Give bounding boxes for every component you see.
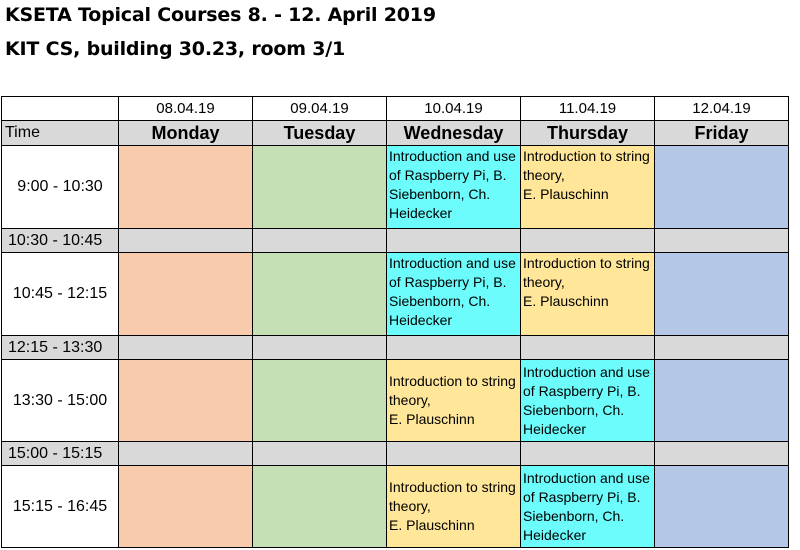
course-line: of Raspberry Pi, B. bbox=[523, 488, 641, 505]
course-string-theory bbox=[387, 466, 521, 548]
break-cell bbox=[387, 442, 521, 466]
course-string-theory bbox=[387, 360, 521, 442]
schedule-table bbox=[1, 96, 789, 548]
course-line: Introduction to string bbox=[389, 479, 516, 495]
course-line: Introduction and use bbox=[389, 148, 516, 164]
monday-cell bbox=[119, 466, 253, 548]
tuesday-cell bbox=[253, 146, 387, 229]
course-line: Introduction to string bbox=[389, 373, 516, 389]
time-break-1: 10:30 - 10:45 bbox=[2, 229, 119, 253]
date-row bbox=[2, 97, 789, 121]
time-break-2: 12:15 - 13:30 bbox=[2, 336, 119, 360]
course-string-theory bbox=[521, 146, 655, 229]
course-raspberry-pi bbox=[521, 360, 655, 442]
tuesday-cell bbox=[253, 360, 387, 442]
break-cell bbox=[655, 229, 789, 253]
break-cell bbox=[521, 229, 655, 253]
day-wednesday: Wednesday bbox=[387, 121, 521, 146]
course-line: Heidecker bbox=[389, 312, 453, 328]
course-line: Introduction to string bbox=[523, 148, 650, 164]
slot-row bbox=[2, 466, 789, 548]
course-line: E. Plauschinn bbox=[523, 186, 609, 202]
break-cell bbox=[521, 336, 655, 360]
time-slot-4: 15:15 - 16:45 bbox=[2, 466, 119, 548]
day-tuesday: Tuesday bbox=[253, 121, 387, 146]
break-row bbox=[2, 336, 789, 360]
course-line: Heidecker bbox=[389, 205, 453, 221]
course-line: of Raspberry Pi, B. bbox=[389, 274, 507, 290]
course-line: of Raspberry Pi, B. bbox=[389, 167, 507, 183]
friday-cell bbox=[655, 253, 789, 336]
time-slot-2: 10:45 - 12:15 bbox=[2, 253, 119, 336]
break-cell bbox=[253, 229, 387, 253]
course-line: Introduction and use bbox=[389, 255, 516, 271]
course-line: E. Plauschinn bbox=[389, 517, 475, 533]
course-line: theory, bbox=[389, 392, 431, 408]
time-header: Time bbox=[2, 121, 119, 146]
date-friday: 12.04.19 bbox=[655, 97, 789, 121]
break-cell bbox=[655, 336, 789, 360]
schedule-title: KSETA Topical Courses 8. - 12. April 2019 bbox=[5, 4, 436, 26]
course-line: Siebenborn, Ch. bbox=[389, 186, 491, 202]
course-line: theory, bbox=[523, 167, 565, 183]
break-row bbox=[2, 442, 789, 466]
course-line: Introduction to string bbox=[523, 255, 650, 271]
slot-row bbox=[2, 253, 789, 336]
day-thursday: Thursday bbox=[521, 121, 655, 146]
date-wednesday: 10.04.19 bbox=[387, 97, 521, 121]
break-cell bbox=[119, 229, 253, 253]
friday-cell bbox=[655, 360, 789, 442]
break-cell bbox=[521, 442, 655, 466]
date-monday: 08.04.19 bbox=[119, 97, 253, 121]
friday-cell bbox=[655, 146, 789, 229]
slot-row bbox=[2, 360, 789, 442]
break-cell bbox=[119, 442, 253, 466]
course-string-theory bbox=[521, 253, 655, 336]
break-cell bbox=[119, 336, 253, 360]
course-raspberry-pi bbox=[521, 466, 655, 548]
course-line: Introduction and use bbox=[523, 469, 650, 486]
time-break-3: 15:00 - 15:15 bbox=[2, 442, 119, 466]
day-monday: Monday bbox=[119, 121, 253, 146]
friday-cell bbox=[655, 466, 789, 548]
break-cell bbox=[655, 442, 789, 466]
tuesday-cell bbox=[253, 253, 387, 336]
course-line: Siebenborn, Ch. bbox=[523, 401, 625, 418]
break-row bbox=[2, 229, 789, 253]
course-line: theory, bbox=[389, 498, 431, 514]
course-line: Heidecker bbox=[523, 526, 587, 543]
monday-cell bbox=[119, 146, 253, 229]
course-line: E. Plauschinn bbox=[389, 411, 475, 427]
tuesday-cell bbox=[253, 466, 387, 548]
break-cell bbox=[387, 336, 521, 360]
course-line: E. Plauschinn bbox=[523, 293, 609, 309]
course-line: Introduction and use bbox=[523, 363, 650, 380]
course-line: of Raspberry Pi, B. bbox=[523, 382, 641, 399]
course-line: Siebenborn, Ch. bbox=[389, 293, 491, 309]
break-cell bbox=[253, 336, 387, 360]
date-thursday: 11.04.19 bbox=[521, 97, 655, 121]
schedule-location: KIT CS, building 30.23, room 3/1 bbox=[5, 38, 345, 60]
time-slot-3: 13:30 - 15:00 bbox=[2, 360, 119, 442]
monday-cell bbox=[119, 253, 253, 336]
day-friday: Friday bbox=[655, 121, 789, 146]
course-line: Siebenborn, Ch. bbox=[523, 507, 625, 524]
course-line: theory, bbox=[523, 274, 565, 290]
course-raspberry-pi bbox=[387, 146, 521, 229]
slot-row bbox=[2, 146, 789, 229]
course-line: Heidecker bbox=[523, 420, 587, 437]
course-raspberry-pi bbox=[387, 253, 521, 336]
corner-cell bbox=[2, 97, 119, 121]
date-tuesday: 09.04.19 bbox=[253, 97, 387, 121]
monday-cell bbox=[119, 360, 253, 442]
time-slot-1: 9:00 - 10:30 bbox=[2, 146, 119, 229]
break-cell bbox=[387, 229, 521, 253]
day-row bbox=[2, 121, 789, 146]
break-cell bbox=[253, 442, 387, 466]
